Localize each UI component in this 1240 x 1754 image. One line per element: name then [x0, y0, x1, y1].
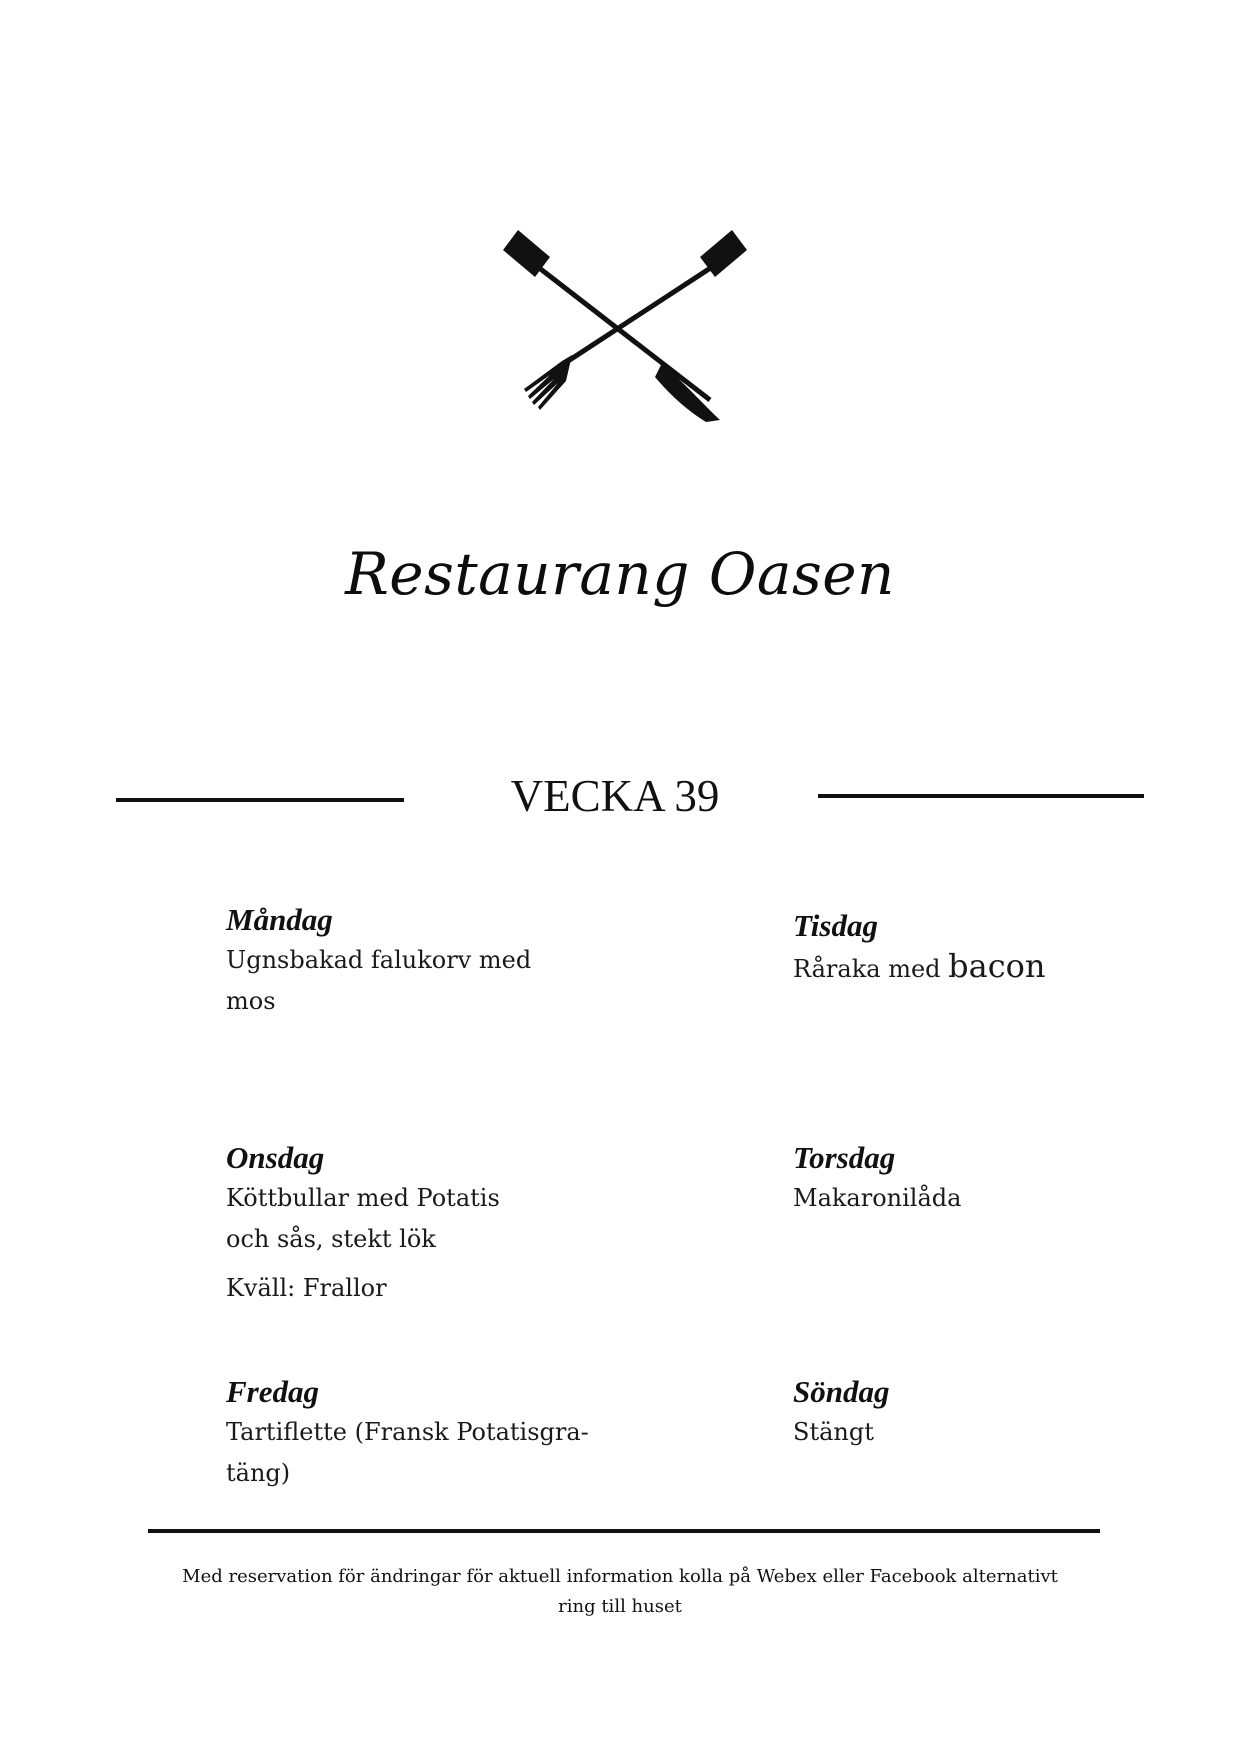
- crossed-fork-knife-flags-icon: [500, 225, 750, 440]
- divider-right: [818, 794, 1144, 798]
- day-thursday: [793, 1138, 1113, 1219]
- day-sunday: [793, 1372, 1113, 1453]
- day-name-monday: Måndag: [226, 902, 333, 937]
- dish-thursday: Makaronilåda: [793, 1184, 962, 1212]
- day-name-tuesday: Tisdag: [793, 908, 878, 943]
- day-name-wednesday: Onsdag: [226, 1140, 325, 1175]
- dish-monday-line2: mos: [226, 987, 276, 1015]
- week-label: VECKA 39: [510, 771, 720, 821]
- dish-wednesday-line2: och sås, stekt lök: [226, 1225, 436, 1253]
- dish-tuesday-text: Råraka med: [793, 955, 941, 983]
- day-friday: [226, 1372, 626, 1494]
- dish-friday-line1: Tartiflette (Fransk Potatisgra-: [226, 1418, 589, 1446]
- footer-line1: Med reservation för ändringar för aktuell information kolla på Webex eller Facebook alternativt: [182, 1566, 1058, 1587]
- dish-tuesday-highlight: bacon: [948, 947, 1046, 985]
- dish-tuesday: [793, 946, 1113, 990]
- day-wednesday: [226, 1138, 566, 1309]
- day-monday: [226, 900, 566, 1022]
- dish-wednesday-evening: Kväll: Frallor: [226, 1274, 387, 1302]
- dish-sunday: Stängt: [793, 1418, 874, 1446]
- dish-friday-line2: täng): [226, 1459, 291, 1487]
- footer-note: [150, 1562, 1090, 1622]
- day-name-thursday: Torsdag: [793, 1140, 896, 1175]
- divider-left: [116, 798, 404, 802]
- day-name-sunday: Söndag: [793, 1374, 890, 1409]
- footer-line2: ring till huset: [558, 1596, 682, 1617]
- dish-monday-line1: Ugnsbakad falukorv med: [226, 946, 532, 974]
- day-name-friday: Fredag: [226, 1374, 319, 1409]
- dish-wednesday-line1: Köttbullar med Potatis: [226, 1184, 500, 1212]
- restaurant-title: Restaurang Oasen: [345, 540, 895, 608]
- divider-bottom: [148, 1529, 1100, 1533]
- day-tuesday: [793, 906, 1113, 990]
